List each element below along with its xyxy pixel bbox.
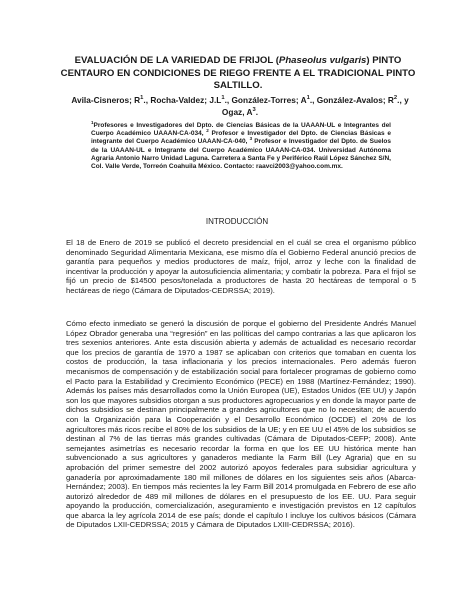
author-6: . (255, 106, 259, 117)
title-species: Phaseolus vulgaris (278, 55, 367, 66)
affil-1-sup: 1 (91, 119, 94, 125)
affiliations (91, 119, 391, 171)
affil-3-text: Profesor e Investigador del Dpto. de Suelos de la UAAAN-UL e Integrante del Cuerpo Académico UAAAN-CA-034. Universidad Autónoma Agraria Antonio Narro Unidad Laguna. Carretera a Santa Fe y Periférico Raúl López Sánchez S/N, Col. Valle Verde, Torreón Coahuila México. Contacto: raavci2003@yahoo.com.mx. (91, 138, 391, 171)
section-heading: INTRODUCCIÓN (205, 217, 269, 226)
author-3: ., González-Torres; A (224, 95, 307, 105)
title-part-2: ) PINTO CENTAURO EN CONDICIONES DE RIEGO FRENTE A EL TRADICIONAL PINTO SALTILLO. (60, 55, 416, 91)
affil-2-sup: 2 (206, 128, 209, 134)
author-1-sup: 1 (140, 95, 144, 102)
author-2: ., Rocha-Valdez; J.L (143, 95, 222, 105)
author-5-sup: 3 (252, 106, 256, 113)
intro-paragraph-2: Cómo efecto inmediato se generó la discusión de porque el gobierno del Presidente Andrés Manuel López Obrador generaba una “regresión” en las políticas del campo contrarias a las que aplicaron los tres sexenios anteriores. Ante esta discusión abierta y además de actualidad es necesario recordar que los precios de garantía de 1970 a 1987 se aplicaban con criterios que tomaban en cuenta los costos de producción, la tasa inflacionaria y los precios internacionales. Pero además fueron mecanismos de compensación y de estabilización social para fortalecer programas de gobierno como el Pacto para la Estabilidad y Crecimiento Económico (PECE) en 1988 (Martínez-Fernández; 1990). Además los países más desarrollados como la Unión Europea (UE), Estados Unidos (EE UU) y Japón son los que mayores subsidios otorgan a sus productores agropecuarios y en donde la mayor parte de dichos subsidios se destinan principalmente a grandes agricultores que no lo necesitan; de acuerdo con la Organización para la Cooperación y el Desarrollo Económico (OCDE) el 20% de los agricultores más ricos recibe el 80% de los subsidios de la UE; y en EE UU el 45% de los subsidios se destinan al 7% de las tierras más grandes cultivadas (Cámara de Diputados-CEFP; 2008). Ante semejantes asimetrías es necesario recordar la forma en que los EE UU histórica mente han subvencionado a sus agricultores y ganaderos mediante la Farm Bill (Ley Agraria) que en su aprobación del primer semestre del 2002 autorizó apoyos federales para subsidiar agricultura y ganadería por aproximadamente 180 mil millones de dólares en los siguientes seis años (Abarca-Hernández; 2003). En tiempos más recientes la ley Farm Bill 2014 promulgada en Febrero de ese año autorizó alrededor de 489 mil millones de dólares en el presupuesto de los EE. UU. Para seguir apoyando la producción, comercialización, aseguramiento e investigación previstos en 12 capítulos que abarca la ley agrícola 2014 de ese país; donde el capítulo I incluye los cultivos básicos (Cámara de Diputados LXII-CEDRSSA; 2015 y Cámara de Diputados LXIII-CEDRSSA; 2016). (66, 319, 416, 530)
author-4: ., González-Avalos; R (309, 95, 394, 105)
affil-2-text: Profesor e Investigador del Dpto. de Ciencias Básicas e integrante del Cuerpo Académico UAAAN-CA-040, (91, 130, 391, 146)
affil-1-text: Profesores e Investigadores del Dpto. de Ciencias Básicas de la UAAAN-UL e Integrantes del Cuerpo Académico UAAAN-CA-034, (91, 122, 391, 138)
author-2-sup: 1 (221, 95, 225, 102)
author-list (66, 95, 414, 118)
author-5: ., y Ogaz, A (221, 95, 409, 117)
author-1: Avila-Cisneros; R (71, 95, 141, 105)
title-part-1: EVALUACIÓN DE LA VARIEDAD DE FRIJOL ( (74, 55, 279, 66)
author-3-sup: 1 (306, 95, 310, 102)
intro-paragraph-1: El 18 de Enero de 2019 se publicó el decreto presidencial en el cuál se crea el organismo público denominado Seguridad Alimentaria Mexicana, ese mismo día el Gobierno Federal anunció precios de garantía para pequeños y medios productores de maíz, frijol, arroz y leche con la finalidad de incentivar la producción y apoyar la autosuficiencia alimentaria; y combatir la pobreza. Para el frijol se fijó un precio de $14500 pesos/tonelada a productores de hasta 20 hectáreas de temporal o 5 hectáreas de riego (Cámara de Diputados-CEDRSSA; 2019). (66, 238, 416, 295)
author-4-sup: 2 (393, 95, 398, 102)
affil-3-sup: 3 (249, 136, 253, 142)
paper-title (52, 55, 424, 93)
